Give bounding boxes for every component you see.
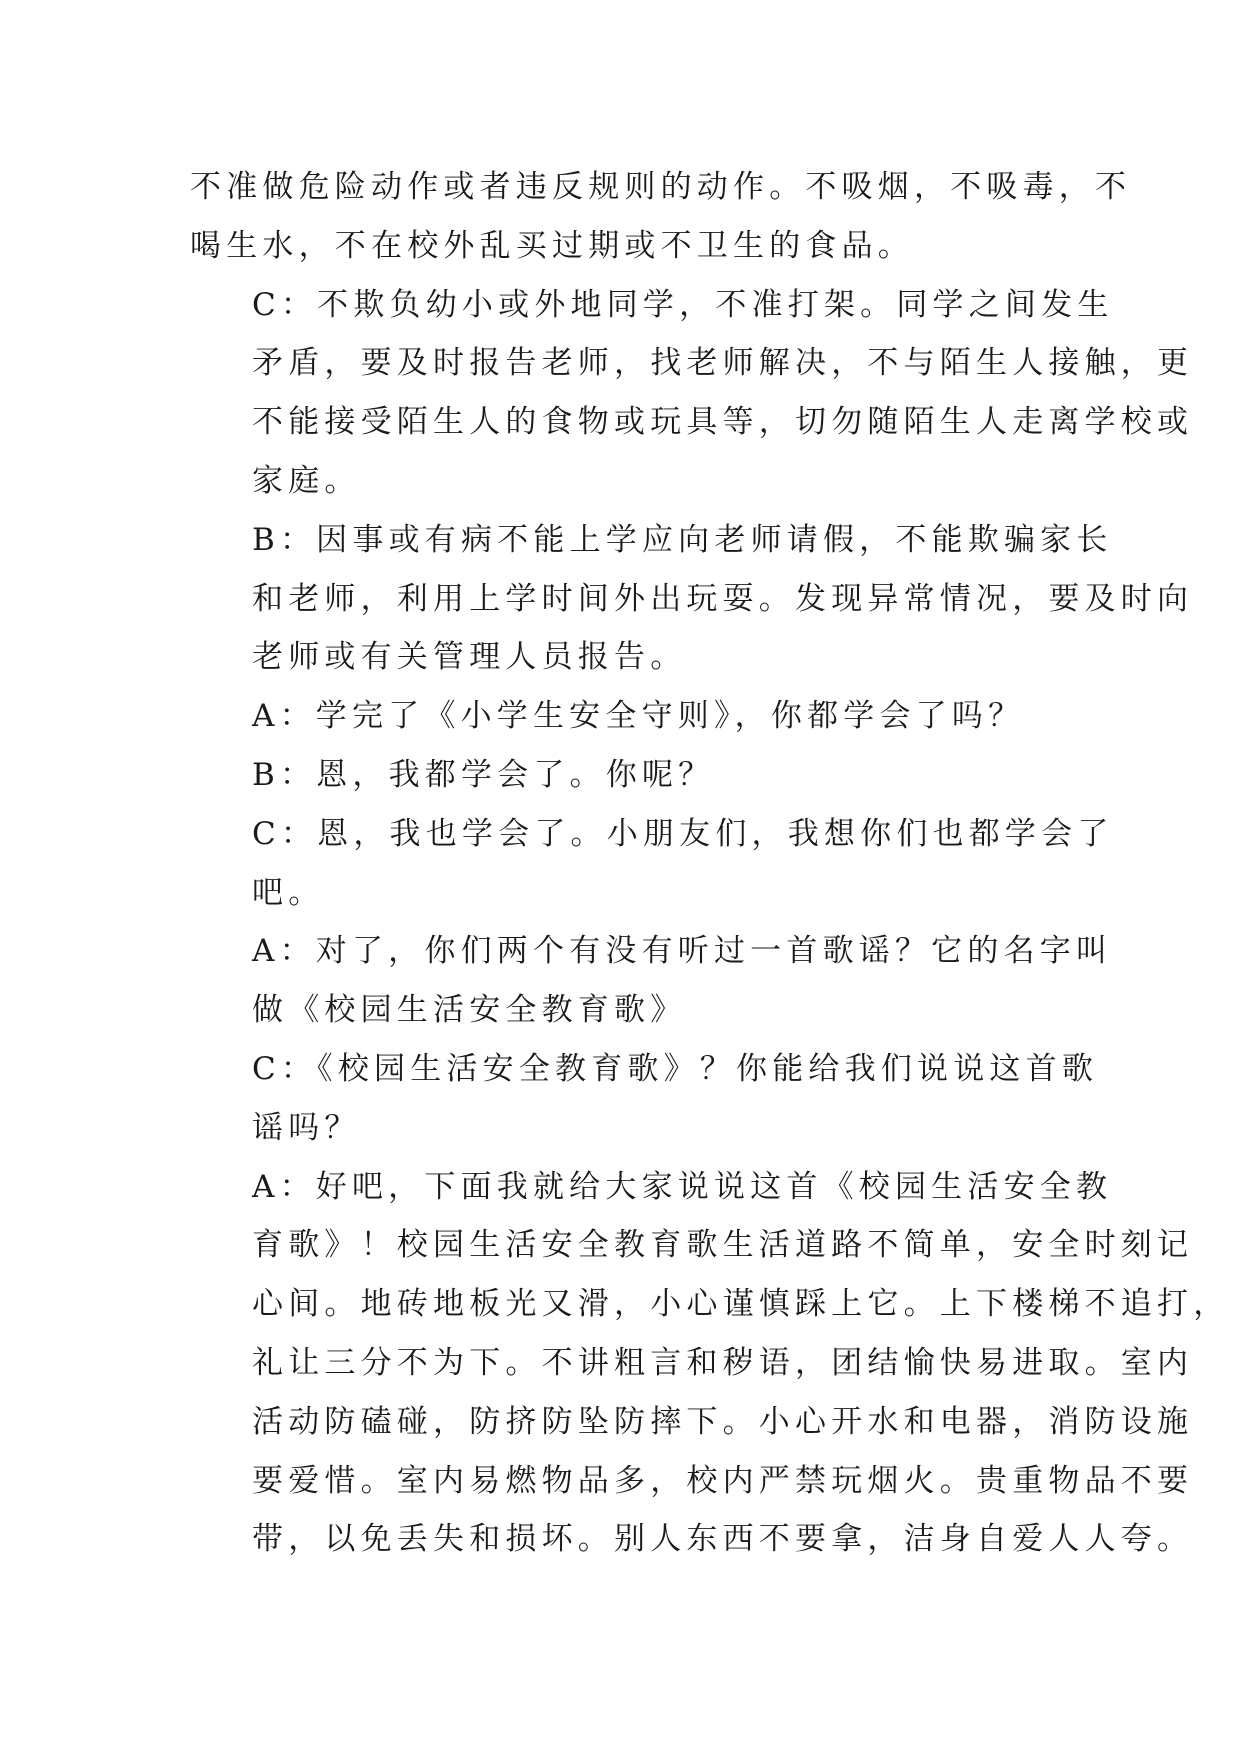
text-line: 育歌》！校园生活安全教育歌生活道路不简单，安全时刻记 (252, 1227, 1194, 1264)
text-line: A：对了，你们两个有没有听过一首歌谣？它的名字叫 (252, 933, 1113, 970)
text-line: 喝生水，不在校外乱买过期或不卫生的食品。 (190, 227, 914, 264)
text-line: 谣吗？ (252, 1109, 361, 1146)
text-line: 活动防磕碰，防挤防坠防摔下。小心开水和电器，消防设施 (252, 1403, 1194, 1440)
paragraph-speaker-c (190, 1040, 1099, 1158)
paragraph-speaker-b (190, 511, 1194, 687)
paragraph-rules-continued (190, 158, 1132, 276)
text-line: 矛盾，要及时报告老师，找老师解决，不与陌生人接触，更 (252, 345, 1194, 382)
paragraph-speaker-a (190, 922, 1113, 1040)
text-line: 心间。地砖地板光又滑，小心谨慎踩上它。上下楼梯不追打， (252, 1286, 1230, 1323)
text-line: 吧。 (252, 874, 325, 911)
text-line: C：恩，我也学会了。小朋友们，我想你们也都学会了 (252, 815, 1114, 852)
text-line: B：因事或有病不能上学应向老师请假，不能欺骗家长 (252, 521, 1113, 558)
text-line: A：学完了《小学生安全守则》，你都学会了吗？ (252, 698, 1025, 735)
paragraph-speaker-a (190, 687, 1070, 746)
text-line: C：《校园生活安全教育歌》？你能给我们说说这首歌 (252, 1050, 1099, 1087)
text-line: 不准做危险动作或者违反规则的动作。不吸烟，不吸毒，不 (190, 169, 1132, 205)
text-line: C：不欺负幼小或外地同学，不准打架。同学之间发生 (252, 286, 1114, 323)
paragraph-speaker-b (190, 746, 1070, 805)
text-line: 要爱惜。室内易燃物品多，校内严禁玩烟火。贵重物品不要 (252, 1462, 1194, 1499)
text-line: B：恩，我都学会了。你呢？ (252, 756, 715, 793)
paragraph-speaker-a-song (190, 1158, 1230, 1570)
text-line: 和老师，利用上学时间外出玩耍。发现异常情况，要及时向 (252, 580, 1194, 617)
text-line: 家庭。 (252, 462, 361, 499)
text-line: 做《校园生活安全教育歌》 (252, 992, 687, 1029)
paragraph-speaker-c (190, 276, 1194, 511)
text-line: 带，以免丢失和损坏。别人东西不要拿，洁身自爱人人夸。 (252, 1521, 1194, 1558)
paragraph-speaker-c (190, 805, 1114, 923)
text-line: A：好吧，下面我就给大家说说这首《校园生活安全教 (252, 1168, 1113, 1205)
text-line: 不能接受陌生人的食物或玩具等，切勿随陌生人走离学校或 (252, 404, 1194, 441)
text-line: 老师或有关管理人员报告。 (252, 639, 687, 676)
text-line: 礼让三分不为下。不讲粗言和秽语，团结愉快易进取。室内 (252, 1344, 1194, 1381)
document-body (190, 158, 1230, 1569)
